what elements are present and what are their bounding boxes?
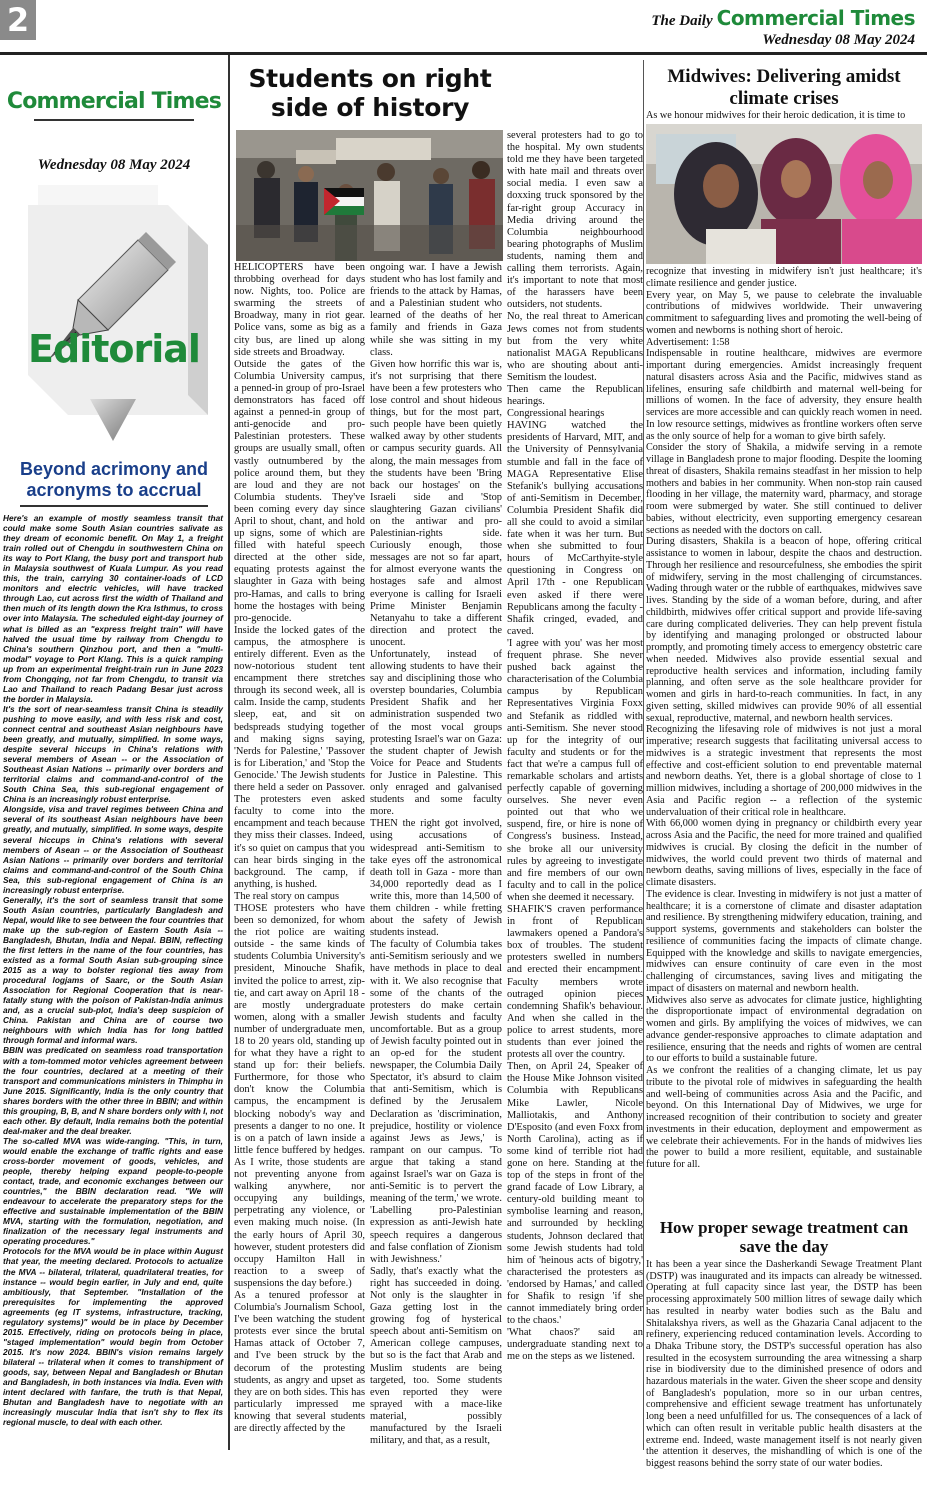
- editorial-sidebar: [0, 55, 230, 1450]
- midwives-headline: Midwives: Delivering amidst climate crises: [667, 66, 901, 109]
- article-paragraph: The faculty of Columbia takes anti-Semitism seriously and we have methods in place to deal with it. We also recognise that some of the chants of the protesters do make certain Jewish students and faculty uncomfortable. But as a group of Jewish faculty pointed out in an op-ed for the student newspaper, the Columbia Daily Spectator, it's absurd to claim that anti-Semitism, which is defined by the Jerusalem Declaration as 'discrimination, prejudice, hostility or violence against Jews as Jews,' is rampant on our campus. 'To argue that taking a stand against Israel's war on Gaza is anti-Semitic is to pervert the meaning of the term,' we wrote. 'Labelling pro-Palestinian expression as anti-Jewish hate speech requires a dangerous and false conflation of Zionism with Jewishness.': [370, 939, 502, 1265]
- article-paragraph: SHAFIK'S craven performance in front of Republican lawmakers opened a Pandora's box of troubles. The student protesters swelled in numbers and erected their encampment. Faculty members wrote outraged opinion pieces condemning Shafik's behaviour. And when she called in the police to arrest students, more students than ever joined the protests all over the country.: [507, 904, 643, 1061]
- article-paragraph: recognize that investing in midwifery isn't just healthcare; it's climate resilience and gender justice.: [646, 266, 922, 289]
- article-paragraph: Midwives also serve as advocates for climate justice, highlighting the disproportionate impact of environmental degradation on women and girls. By amplifying the voices of midwives, we can advance gender-responsive approaches to climate adaptation and resilience, ensuring that the needs and rights of women are central to our efforts to build a sustainable future.: [646, 994, 922, 1065]
- article-paragraph: Unfortunately, instead of allowing students to have their say and disciplining those who overstep boundaries, Columbia President Shafik and her administration suspended two of the most vocal groups protesting Israel's war on Gaza: the student chapter of Jewish Voice for Peace and Students for Justice in Palestine. This only enraged and galvanised students and some faculty more.: [370, 649, 502, 818]
- masthead-date: Wednesday 08 May 2024: [762, 32, 915, 48]
- article-paragraph: ongoing war. I have a Jewish student who has lost family and friends to the attack by Hamas, and a Palestinian student who learned of the deaths of her family and friends in Gaza while she was sitting in my class.: [370, 262, 502, 358]
- editorial-paragraph: Protocols for the MVA would be in place within August that year, the meeting declared. Protocols to actualize the MVA -- bilateral, trilateral, quadrilateral treaties, for instance -- would begin earlier, in July and end, quite ambitiously, that September. "Installation of the prerequisites for implementing the approved agreements (eg IT systems, infrastructure, tracking, regulatory systems)" would be in place by December 2015. Effectively, riding on protocols being in place, "staged implementation" would begin from October 2015. It's now 2024. BBIN's vision remains largely bilateral -- trilateral when it comes to transhipment of goods, say, between Nepal and Bangladesh or Bhutan and Bangladesh, in both instances via India. Even with intent declared with fanfare, the truth is that Nepal, Bhutan and Bangladesh have to negotiate with an increasingly muscular India that isn't shy to flex its regional muscle, to deal with each other.: [3, 1246, 223, 1428]
- editorial-headline: Beyond acrimony and acronyms to accrual: [19, 459, 209, 500]
- sewage-body: [646, 1259, 922, 1469]
- masthead: [651, 6, 915, 49]
- article-paragraph: Every year, on May 5, we pause to celebrate the invaluable contributions of midwives worldwide. Their unwavering commitment to safeguarding lives and promoting the well-being of women and newborns is nothing short of heroic.: [646, 289, 922, 336]
- editorial-paragraph: The so-called MVA was wide-ranging. "This, in turn, would enable the exchange of traffic rights and ease cross-border movement of goods, vehicles, and people, thereby helping expand people-to-people contact, trade, and economic exchanges between our countries," the BBIN declaration read. "We will endeavour to accelerate the preparatory steps for the effective and sustainable implementation of the BBIN MVA, starting with the formulation, negotiation, and finalization of the necessary legal instruments and operating procedures.": [3, 1135, 223, 1247]
- midwives-body: [646, 266, 922, 1216]
- subheading: The real story on campus: [234, 890, 340, 902]
- protest-photo: [236, 130, 503, 261]
- article-paragraph: With 66,000 women dying in pregnancy or childbirth every year across Asia and the Pacific, the need for more trained and qualified midwives is crucial. By closing the deficit in the number of midwives, the world could prevent two thirds of maternal and newborn deaths, saving millions of lives, especially in the face of climate disasters.: [646, 818, 922, 888]
- editorial-paragraph: Here's an example of mostly seamless transit that could make some South Asian countries salivate as they dream of economic benefit. On May 1, a freight train rolled out of Chengdu in southwestern China on its way to Port Klang, the busy port and transport hub in Malaysia southwest of Kuala Lumpur. As you read this, the train, carrying 30 container-loads of LCD monitors and electric vehicles, will have tracked through Lao, cut across first the width of Thailand and then much of its length down the Kra Isthmus, to cross over into Malaysia. The scheduled eight-day journey of what is billed as an "express freight train" will have halved the usual time by railway from Chengdu to China's southern Qinzhou port, and then a "multi-modal" voyage to Port Klang. This is a quick ramping up from an experimental freight-train run in June 2023 from Chongqing, not far from Chengdu, to transit via Lao and Thailand to reach Padang Besar just across the border in Malaysia.: [3, 513, 223, 704]
- page-number: 2: [0, 0, 36, 40]
- article-paragraph: Recognizing the lifesaving role of midwives is not just a moral imperative; research suggests that facilitating universal access to midwives is a strategic investment that represents the most effective and cost-efficient solution to end preventable maternal and newborn deaths. Yet, there is a global shortage of close to 1 million midwives, including a shortage of 200,000 midwives in the Asia and Pacific region -- a reflection of the systemic undervaluation of their critical role in healthcare.: [646, 724, 922, 818]
- article-paragraph: HAVING watched the presidents of Harvard, MIT, and the University of Pennsylvania stumble and fall in the face of MAGA Representative Elise Stefanik's bullying accusations of anti-Semitism in December, Columbia President Shafik did all she could to avoid a similar fate when it was her turn. But when she submitted to four hours of McCarthyite-style questioning in Congress on April 17th - one Republican even asked if there were Republicans among the faculty - Shafik cringed, evaded, and caved.: [507, 420, 643, 637]
- editorial-paragraph: Alongside, visa and travel regimes between China and several of its southeast Asian neighbours have been greatly, and mutually, simplified. In some ways, despite several hiccups in China's relations with several members of Asean -- or the Association of Southeast Asian Nations -- primarily over borders and territorial claims and command-and-control of the South China Sea, this sub-regional engagement of China is an increasingly robust enterprise.: [3, 804, 223, 895]
- midwives-intro: As we honour midwives for their heroic dedication, it is time to: [646, 110, 906, 121]
- editorial-headline-rule: [20, 505, 208, 507]
- editorial-paragraph: It's the sort of near-seamless transit China is steadily pushing to move easily, and with less risk and cost, connect central and southeast Asian neighbours have been greatly, and mutually, simplified. In some ways, despite several hiccups in China's relations with several members of Asean -- or the Association of Southeast Asian Nations -- primarily over borders and territorial claims and command-and-control of the South China Sea, this sub-regional engagement of China is an increasingly robust enterprise.: [3, 703, 223, 805]
- article-paragraph: Outside the gates of the Columbia University campus, a penned-in group of pro-Israel demonstrators has faced off against a penned-in group of anti-genocide and pro-Palestinian protesters. These groups are usually small, often vastly outnumbered by the police around them, but they are loud and they are not Columbia students. They've been coming every day since April to shout, chant, and hold up signs, some of which are filled with hateful speech directed at the other side, equating protests against the slaughter in Gaza with being pro-Hamas, and calls to bring home the hostages with being pro-genocide.: [234, 358, 365, 624]
- article-paragraph: THOSE protesters who have been so demonized, for whom the riot police are waiting outside - the same kinds of students Columbia University's president, Minouche Shafik, invited the police to arrest, zip-tie, and cart away on April 18 - are mostly undergraduate women, along with a smaller number of undergraduate men, 18 to 20 years old, standing up for what they have a right to stand up for: their beliefs. Furthermore, for those who don't know the Columbia campus, the encampment is blocking nobody's way and presents a danger to no one. It is on a patch of lawn inside a little fence buffered by hedges. As I write, those students are not preventing anyone from walking anywhere, nor occupying any buildings, perpetrating any violence, or even making much noise. (In the early hours of April 30, however, student protesters did occupy Hamilton Hall in reaction to a sweep of suspensions the day before.): [234, 902, 365, 1289]
- article-paragraph: No, the real threat to American Jews comes not from students but from the very white nationalist MAGA Republicans who are shouting about anti-Semitism the loudest.: [507, 311, 643, 383]
- midwives-photo: [646, 124, 922, 264]
- article-paragraph: During disasters, Shakila is a beacon of hope, offering critical assistance to women in labour, despite the chaos and destruction. Through her resilience and resourcefulness, she embodies the spirit of midwifery, serving in the most challenging of circumstances. Wading through water or the rubble of earthquakes, midwives save lives. Standing by the side of a woman before, during, and after childbirth, midwives offer critical support and provide life-saving care during complicated deliveries. They can help prevent fistula by identifying and managing prolonged or obstructed labour promptly, and promoting timely access to emergency obstetric care when needed. Midwives also provide essential sexual and reproductive health services and information, including family planning, and often serve as the sole healthcare provider for women and girls in hard-to-reach communities. In fact, in any given setting, skilled midwives can provide 90% of all essential sexual, reproductive, maternal, and newborn health services.: [646, 536, 922, 724]
- students-column-3: [507, 130, 643, 1448]
- article-paragraph: Then came the Republican hearings.: [507, 383, 643, 408]
- article-paragraph: Consider the story of Shakila, a midwife serving in a remote village in Bangladesh prone to major flooding. Despite the looming threat of disasters, Shakila remains steadfast in her mission to help mothers and babies in her community. When non-stop rain caused flooding in her village, the maternity ward, pharmacy, and storage room were submerged by water. She still continued to deliver babies, without electricity, even supporting emergency cesarean sections as needed with the doctors on call.: [646, 442, 922, 536]
- article-paragraph: Then, on April 24, Speaker of the House Mike Johnson visited Columbia with Republicans Mike Lawler, Nicole Malliotakis, and Anthony D'Esposito (and even Foxx from North Carolina), acting as if some kind of terrible riot had gone on here. Standing at the top of the steps in front of the grand facade of Low Library, a century-old building meant to symbolise learning and reason, and surrounded by heckling students, Johnson declared that some Jewish students had told him of 'heinous acts of bigotry,' characterised the protesters as 'endorsed by Hamas,' and called for Shafik to resign 'if she cannot immediately bring order to the chaos.': [507, 1061, 643, 1327]
- sewage-headline: How proper sewage treatment can save the day: [659, 1218, 909, 1256]
- students-headline: Students on right side of history: [248, 64, 492, 122]
- article-paragraph: THEN the right got involved, using accusations of widespread anti-Semitism to take eyes off the astronomical death toll in Gaza - more than 34,000 reportedly dead as I write this, more than 14,500 of them children - while fretting about the safety of Jewish students instead.: [370, 818, 502, 939]
- article-paragraph: HELICOPTERS have been throbbing overhead for days now. Nights, too. Police are swarming the streets of Broadway, many in riot gear. Police vans, some as big as a city bus, are lined up along side streets and Broadway.: [234, 262, 365, 358]
- article-paragraph: Indispensable in routine healthcare, midwives are evermore important during emergencies. Amidst increasingly frequent natural disasters across Asia and the Pacific, midwives stand as lifelines, ensuring safe childbirth and maternal well-being for millions of women. In the face of adversity, they ensure health services are more accessible and can quickly reach women in need. In low resource settings, midwives as frontline workers often serve as the only source of help for a woman to give birth safely.: [646, 348, 922, 442]
- masthead-prefix: The Daily: [651, 13, 713, 29]
- advertisement-note: Advertisement: 1:58: [646, 336, 730, 348]
- masthead-name: Commercial Times: [716, 6, 915, 30]
- article-paragraph: As a tenured professor at Columbia's Journalism School, I've been watching the student protests ever since the brutal Hamas attack of October 7, and I've been struck by the decorum of the protesting students, as angry and upset as they are on both sides. This has particularly impressed me knowing that several students are directly affected by the: [234, 1289, 365, 1434]
- article-paragraph: Sadly, that's exactly what the right has succeeded in doing. Not only is the slaughter in Gaza getting lost in the growing fog of hysterical speech about anti-Semitism on American college campuses, but so is the fact that Arab and Muslim students are being targeted, too. Some students even reported they were sprayed with a mace-like material, possibly manufactured by the Israeli military, and that, as a result,: [370, 1265, 502, 1447]
- section-title: Editorial: [28, 327, 200, 371]
- article-paragraph: several protesters had to go to the hospital. My own students told me they have been targeted with hate mail and threats over social media. I even saw a doxxing truck sponsored by the far-right group Accuracy in Media driving around the Columbia neighbourhood bearing photographs of Muslim students, naming them and calling them terrorists. Again, it's important to note that most of the harassers have been outsiders, not students.: [507, 130, 643, 311]
- article-paragraph: Inside the locked gates of the campus, the atmosphere is entirely different. Even as the now-notorious student tent encampment there stretches through its second week, all is calm. Inside the camp, students sleep, eat, and sit on bedspreads studying together and making signs saying, 'Nerds for Palestine,' 'Passover is for Liberation,' and 'Stop the Genocide.' The Jewish students there held a seder on Passover. The protesters even asked faculty to come into the encampment and teach because they miss their classes. Indeed, it's so quiet on campus that you can hear birds singing in the background. The camp, if anything, is hushed.: [234, 624, 365, 890]
- sidebar-date: Wednesday 08 May 2024: [37, 157, 191, 173]
- article-paragraph: It has been a year since the Dasherkandi Sewage Treatment Plant (DSTP) was inaugurated and its impacts can already be witnessed. Operating at full capacity since last year, the DSTP has been processing approximately 500 million litres of sewage daily which has resulted in nearby water bodies such as the Balu and Shitalakshya rivers, as well as the Ghazaria Canal adjacent to the refinery, experiencing reduced contamination levels. According to a Dhaka Tribune story, the DSTP's successful operation has also resulted in the ecosystem surrounding the area witnessing a sharp rise in biodiversity due to the diminished presence of odors and hazardous materials in the water. Given the sheer scope and density of Bangladesh's population, more so in our urban centres, comprehensive and efficient sewage treatment has unfortunately long been a need unfulfilled for us. The consequences of a lack of which can often result in veritable public health disasters at the extreme end. Indeed, waste management itself is not nearly given the attention it deserves, the mishandling of which is one of the biggest reasons behind the sorry state of our water bodies.: [646, 1259, 922, 1469]
- article-paragraph: 'I agree with you' was her most frequent phrase. She never pushed back against the characterisation of the Columbia campus by Republican Representatives Virginia Foxx and Stefanik as riddled with anti-Semitism. She never stood up for the integrity of our faculty and students or for the fact that we're a campus full of remarkable scholars and artists perfectly capable of governing ourselves. She never even pointed out that who we suspend, fire, or hire is none of Congress's business. Instead, she broke all our university rules by agreeing to investigate and fire members of our own faculty and to call in the police when she deemed it necessary.: [507, 637, 643, 903]
- editorial-paragraph: Generally, it's the sort of seamless transit that some South Asian countries, particularly Bangladesh and Nepal, would like to see between the four countries that make up the sub-region of Eastern South Asia -- Bangladesh, Bhutan, India and Nepal. BBIN, reflecting the first letters in the name of the four countries, has existed as a formal South Asian sub-grouping since 2015 as a way to bolster regional ties away from procedural logjams of Saarc, or the South Asian Association for Regional Cooperation that is near-fatally stung with the poison of Pakistan-India animus and, as a crucial sub-plot, India's deep suspicion of China. Pakistan and China are of course two neighbours with which India has for long battled through formal and informal wars.: [3, 894, 223, 1046]
- sidebar-logo-rule: [34, 119, 194, 121]
- sidebar-logo: Commercial Times: [6, 89, 222, 114]
- down-arrow-icon: [88, 395, 138, 445]
- column-divider: [643, 60, 644, 1450]
- students-column-1: [234, 262, 365, 1448]
- students-column-2: [370, 262, 502, 1448]
- article-paragraph: 'What chaos?' said an undergraduate standing next to me on the steps as we listened.: [507, 1327, 643, 1363]
- article-paragraph: The evidence is clear. Investing in midwifery is not just a matter of healthcare; it is a cornerstone of climate and disaster adaptation and resilience. By strengthening midwifery education, training, and support systems, governments and stakeholders can bolster the resilience of communities facing the impacts of climate change. Equipped with the knowledge and skills to navigate emergencies, midwives can ensure continuity of care even in the most challenging of circumstances, saving lives and mitigating the impact of disasters on maternal and newborn health.: [646, 888, 922, 994]
- editorial-body: [3, 513, 223, 1501]
- article-paragraph: Given how horrific this war is, it's not surprising that there have been a few protesters who lose control and shout hideous things, but for the most part, such people have been quietly walked away by other students or campus security guards. All along, the main messages from the students have been 'Bring back our hostages' on the Israeli side and 'Stop slaughtering Gazan civilians' on the antiwar and pro-Palestinian-rights side. Curiously enough, those messages are not so far apart, for almost everyone wants the hostages safe and almost everyone is calling for Israeli Prime Minister Benjamin Netanyahu to take a different direction and protect the unocent.: [370, 358, 502, 648]
- article-paragraph: As we confront the realities of a changing climate, let us pay tribute to the pivotal role of midwives in safeguarding the health and well-being of communities across Asia and the Pacific, and beyond. On this International Day of Midwives, we urge for increased recognition of their contribution to society and greater investments in their education, deployment and empowerment as we celebrate their achievements. For in the hands of midwives lies the power to build a more resilient, equitable, and sustainable future for all.: [646, 1065, 922, 1170]
- editorial-paragraph: BBIN was predicated on seamless road transportation with a tom-tommed motor vehicles agreement between the four countries, declared at a meeting of their transport and communications ministers in Thimphu in June 2015. Significantly, India is the only country that shares borders with the other three in BBIN; and within this grouping, B, B, and N share borders only with I, not each other. By default, India remains both the potential deal-maker and the deal breaker.: [3, 1045, 223, 1136]
- subheading: Congressional hearings: [507, 408, 605, 420]
